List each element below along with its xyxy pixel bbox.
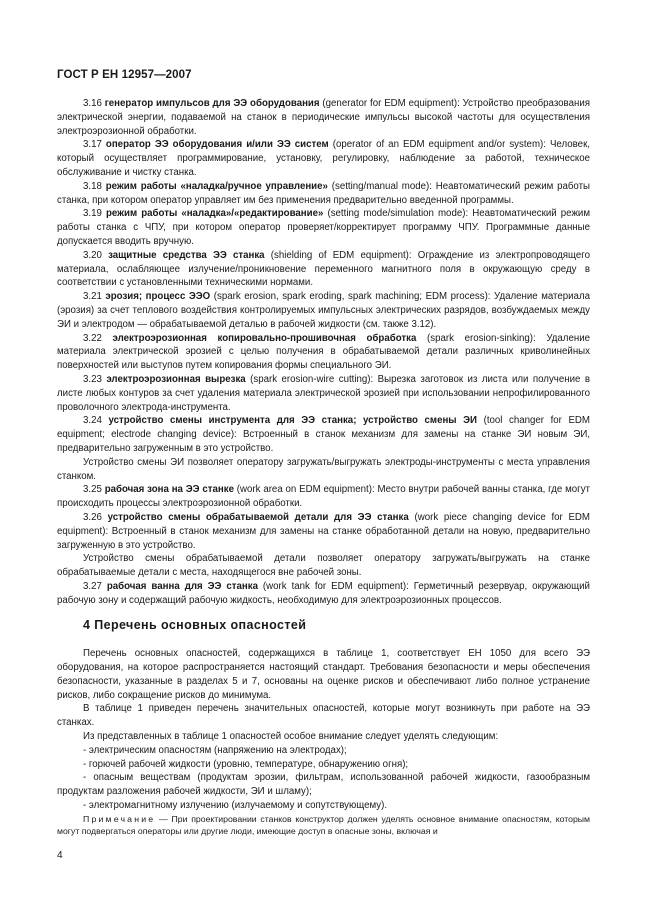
list-item: - электромагнитному излучению (излучаемому и сопутствующему). (83, 800, 388, 812)
list-item: - электрическим опасностям (напряжению на электродах); (83, 744, 347, 756)
definition-item (57, 456, 590, 484)
definition-text: (spark erosion, spark eroding, spark machining; EDM process): Удаление материала (эрозия) за счет теплового воздействия контролируемых импульсных электрических разрядов, возбуждаемых между ЭИ и электродом — обрабатываемой деталью в рабочей жидкости (см. также 3.12). (57, 291, 590, 330)
definition-number: 3.17 (83, 139, 102, 151)
definition-text: (spark erosion-sinking): Удаление материала электрической эрозией с целью получения в обрабатываемой детали различных криволинейных поверхностей или выступов путем копирования формы специального ЭИ. (57, 332, 590, 372)
definition-text: (spark erosion-wire cutting): Вырезка заготовок из листа или получение в листе любых контуров за счет удаления материала электрической эрозией при использовании непрофилированного проволочного электрода-инструмента. (57, 373, 590, 413)
definition-text: Устройство смены обрабатываемой детали позволяет оператору загружать/выгружать на станке обрабатываемые детали с места, находящегося вне рабочей зоны. (57, 553, 590, 579)
definition-text: (work area on EDM equipment): Место внутри рабочей ванны станка, где могут происходить процессы электроэрозионной обработки. (57, 484, 590, 510)
document-header: ГОСТ Р ЕН 12957—2007 (57, 69, 192, 81)
page-number: 4 (57, 850, 63, 861)
definition-item (57, 207, 590, 248)
definition-item (57, 414, 590, 455)
definition-item (57, 97, 590, 138)
definition-term: режим работы «наладка/ручное управление» (105, 180, 328, 192)
definition-text: (work tank for EDM equipment): Герметичный резервуар, окружающий рабочую зону и содержащий рабочую жидкость, необходимую для электроэрозионных процессов. (57, 580, 590, 606)
definition-text: (work piece changing device for EDM equipment): Встроенный в станок механизм для замены на станке обработанной детали на новую, предварительно загруженную в это устройство. (57, 511, 590, 551)
definition-number: 3.24 (83, 415, 102, 427)
definition-number: 3.20 (83, 249, 102, 261)
list-item: - горючей рабочей жидкости (уровню, температуре, обнаружению огня); (83, 758, 409, 770)
note-label: Примечание (83, 813, 156, 824)
paragraph: Из представленных в таблице 1 опасностей особое внимание следует уделять следующим: (83, 731, 499, 743)
note (57, 813, 590, 838)
definition-text: (setting mode/simulation mode): Неавтоматический режим работы станка с ЧПУ, при котором оператор проверяет/корректирует программу ЧПУ. Программные данные допускается вводить вручную. (57, 208, 591, 247)
definition-item (57, 511, 590, 552)
definition-text: (operator of an EDM equipment and/or system): Человек, который осуществляет программирование, установку, регулировку, наблюдение за работой, техническое обслуживание и чистку станка. (57, 139, 590, 178)
definition-term: генератор импульсов для ЭЭ оборудования (104, 98, 320, 109)
definition-item (57, 290, 590, 331)
note-text: — При проектировании станков конструктор должен уделять основное внимание опасностям, которым могут подвергаться операторы или другие люди, имеющие доступ в опасные зоны, включая и (57, 813, 590, 837)
document-body (57, 97, 590, 838)
definition-text: Устройство смены ЭИ позволяет оператору загружать/выгружать электроды-инструменты с места управления станком. (57, 456, 590, 482)
definition-term: режим работы «наладка»/«редактирование» (105, 208, 324, 220)
definition-number: 3.23 (83, 373, 102, 385)
definition-text: (tool changer for EDM equipment; electrode changing device): Встроенный в станок механизм для замены на станке ЭИ новым ЭИ, предварительно загруженным в это устройство. (57, 415, 590, 454)
definition-text: (setting/manual mode): Неавтоматический режим работы станка, при котором оператор управляет им без применения предварительно введенной программы. (57, 180, 591, 206)
definition-term: защитные средства ЭЭ станка (108, 249, 265, 261)
definition-number: 3.22 (83, 332, 102, 344)
definition-term: эрозия; процесс ЭЭО (105, 291, 211, 303)
definition-number: 3.19 (83, 208, 102, 220)
definition-number: 3.25 (83, 484, 102, 496)
definition-number: 3.26 (83, 511, 102, 523)
definition-item (57, 138, 590, 179)
definition-term: рабочая ванна для ЭЭ станка (106, 580, 258, 592)
paragraph: В таблице 1 приведен перечень значительных опасностей, которые могут возникнуть при работе на ЭЭ станках. (57, 703, 590, 729)
definition-number: 3.16 (83, 98, 102, 109)
paragraph: Перечень основных опасностей, содержащихся в таблице 1, соответствует ЕН 1050 для всего ЭЭ оборудования, на которое распространяется настоящий стандарт. Требования безопасности и меры обеспечения безопасности, указанные в разделах 5 и 7, основаны на оценке рисков и обеспечивают либо полное устранение рисков, либо сокращение рисков до минимума. (57, 648, 590, 701)
definition-term: оператор ЭЭ оборудования и/или ЭЭ систем (105, 139, 329, 151)
list-item: - опасным веществам (продуктам эрозии, фильтрам, использованной рабочей жидкости, газообразным продуктам разложения рабочей жидкости, ЭИ и шламу); (57, 772, 590, 798)
definition-item (57, 332, 590, 373)
definition-term: рабочая зона на ЭЭ станке (104, 484, 234, 496)
definition-term: электроэрозионная копировально-прошивочная обработка (112, 332, 417, 344)
definition-number: 3.27 (83, 580, 102, 592)
definition-item (57, 483, 590, 511)
definition-item (57, 180, 590, 208)
definition-item (57, 580, 590, 608)
definition-item (57, 249, 590, 290)
section-heading: 4 Перечень основных опасностей (83, 618, 307, 633)
definition-number: 3.18 (83, 180, 102, 192)
definition-item (57, 373, 590, 414)
definition-text: (generator for EDM equipment): Устройство преобразования электрической энергии, подаваемой на станок в периодические импульсы высокой частоты для осуществления электроэрозионной обработки. (57, 98, 590, 137)
definition-term: устройство смены инструмента для ЭЭ станка; устройство смены ЭИ (108, 415, 478, 427)
definition-term: устройство смены обрабатываемой детали для ЭЭ станка (107, 511, 409, 523)
definition-term: электроэрозионная вырезка (106, 373, 246, 385)
definition-text: (shielding of EDM equipment): Ограждение из электропроводящего материала, ослабляющее излучение/проникновение переменного магнитного поля в окружающую среду в соответствии с установленными техническими нормами. (57, 249, 590, 289)
definitions-list (57, 97, 590, 607)
definition-item (57, 552, 590, 580)
definition-number: 3.21 (83, 291, 102, 303)
